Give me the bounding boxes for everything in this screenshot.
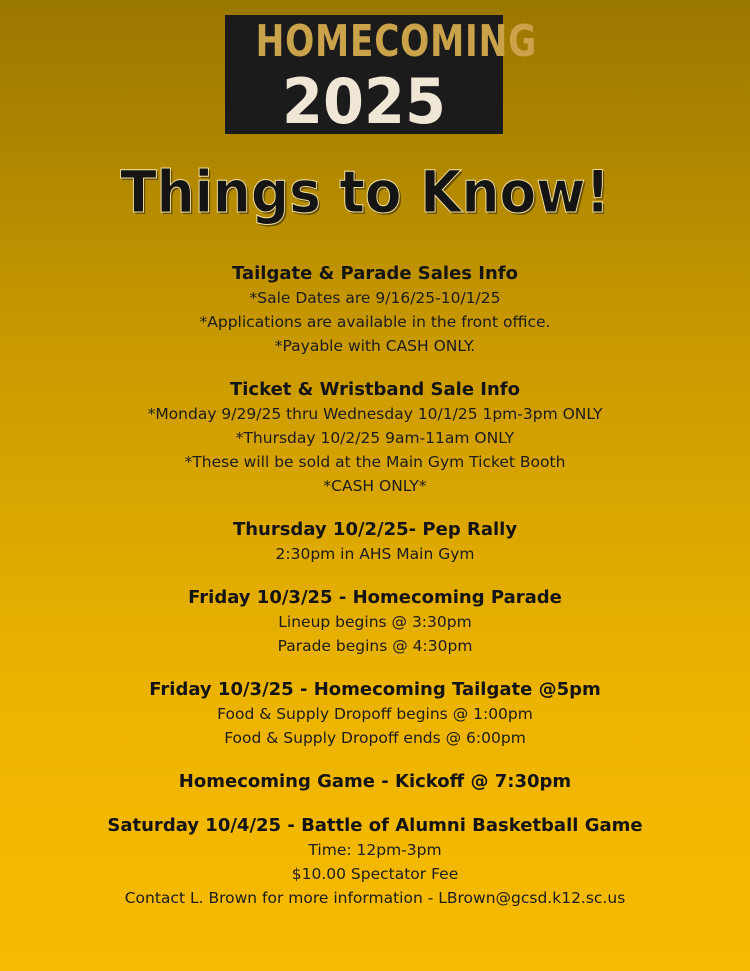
section-homecoming-tailgate — [0, 678, 750, 750]
section-title: Thursday 10/2/25- Pep Rally — [232, 519, 518, 540]
logo-word: HOMECOMING — [255, 16, 538, 67]
section-homecoming-game — [0, 770, 750, 794]
section-title: Ticket & Wristband Sale Info — [229, 379, 520, 400]
section-alumni-basketball — [0, 814, 750, 910]
section-line: *These will be sold at the Main Gym Ticket Booth — [184, 453, 566, 471]
section-tailgate-parade-sales — [0, 262, 750, 358]
section-line: *Applications are available in the front office. — [199, 313, 551, 331]
section-line: Time: 12pm-3pm — [308, 841, 442, 859]
section-title: Homecoming Game - Kickoff @ 7:30pm — [178, 771, 572, 792]
section-line: *Payable with CASH ONLY. — [274, 337, 476, 355]
section-title: Saturday 10/4/25 - Battle of Alumni Basketball Game — [107, 815, 643, 836]
section-line: Parade begins @ 4:30pm — [277, 637, 473, 655]
homecoming-logo-badge — [225, 15, 538, 138]
section-line: *Monday 9/29/25 thru Wednesday 10/1/25 1pm-3pm ONLY — [147, 405, 603, 423]
section-title: Friday 10/3/25 - Homecoming Parade — [188, 587, 562, 608]
section-title: Friday 10/3/25 - Homecoming Tailgate @5pm — [149, 679, 601, 700]
section-line: Contact L. Brown for more information - LBrown@gcsd.k12.sc.us — [124, 889, 626, 907]
section-line: 2:30pm in AHS Main Gym — [275, 545, 475, 563]
logo-year: 2025 — [282, 65, 446, 138]
section-line: *Thursday 10/2/25 9am-11am ONLY — [235, 429, 515, 447]
info-sections — [0, 262, 750, 910]
section-line: *Sale Dates are 9/16/25-10/1/25 — [249, 289, 501, 307]
section-line: *CASH ONLY* — [323, 477, 427, 495]
section-line: Food & Supply Dropoff begins @ 1:00pm — [217, 705, 533, 723]
section-title: Tailgate & Parade Sales Info — [232, 263, 518, 284]
section-pep-rally — [0, 518, 750, 566]
section-line: Food & Supply Dropoff ends @ 6:00pm — [224, 729, 526, 747]
section-ticket-wristband-sales — [0, 378, 750, 498]
section-line: Lineup begins @ 3:30pm — [278, 613, 472, 631]
section-line: $10.00 Spectator Fee — [291, 865, 459, 883]
section-homecoming-parade — [0, 586, 750, 658]
page-headline: Things to Know! — [120, 158, 610, 226]
